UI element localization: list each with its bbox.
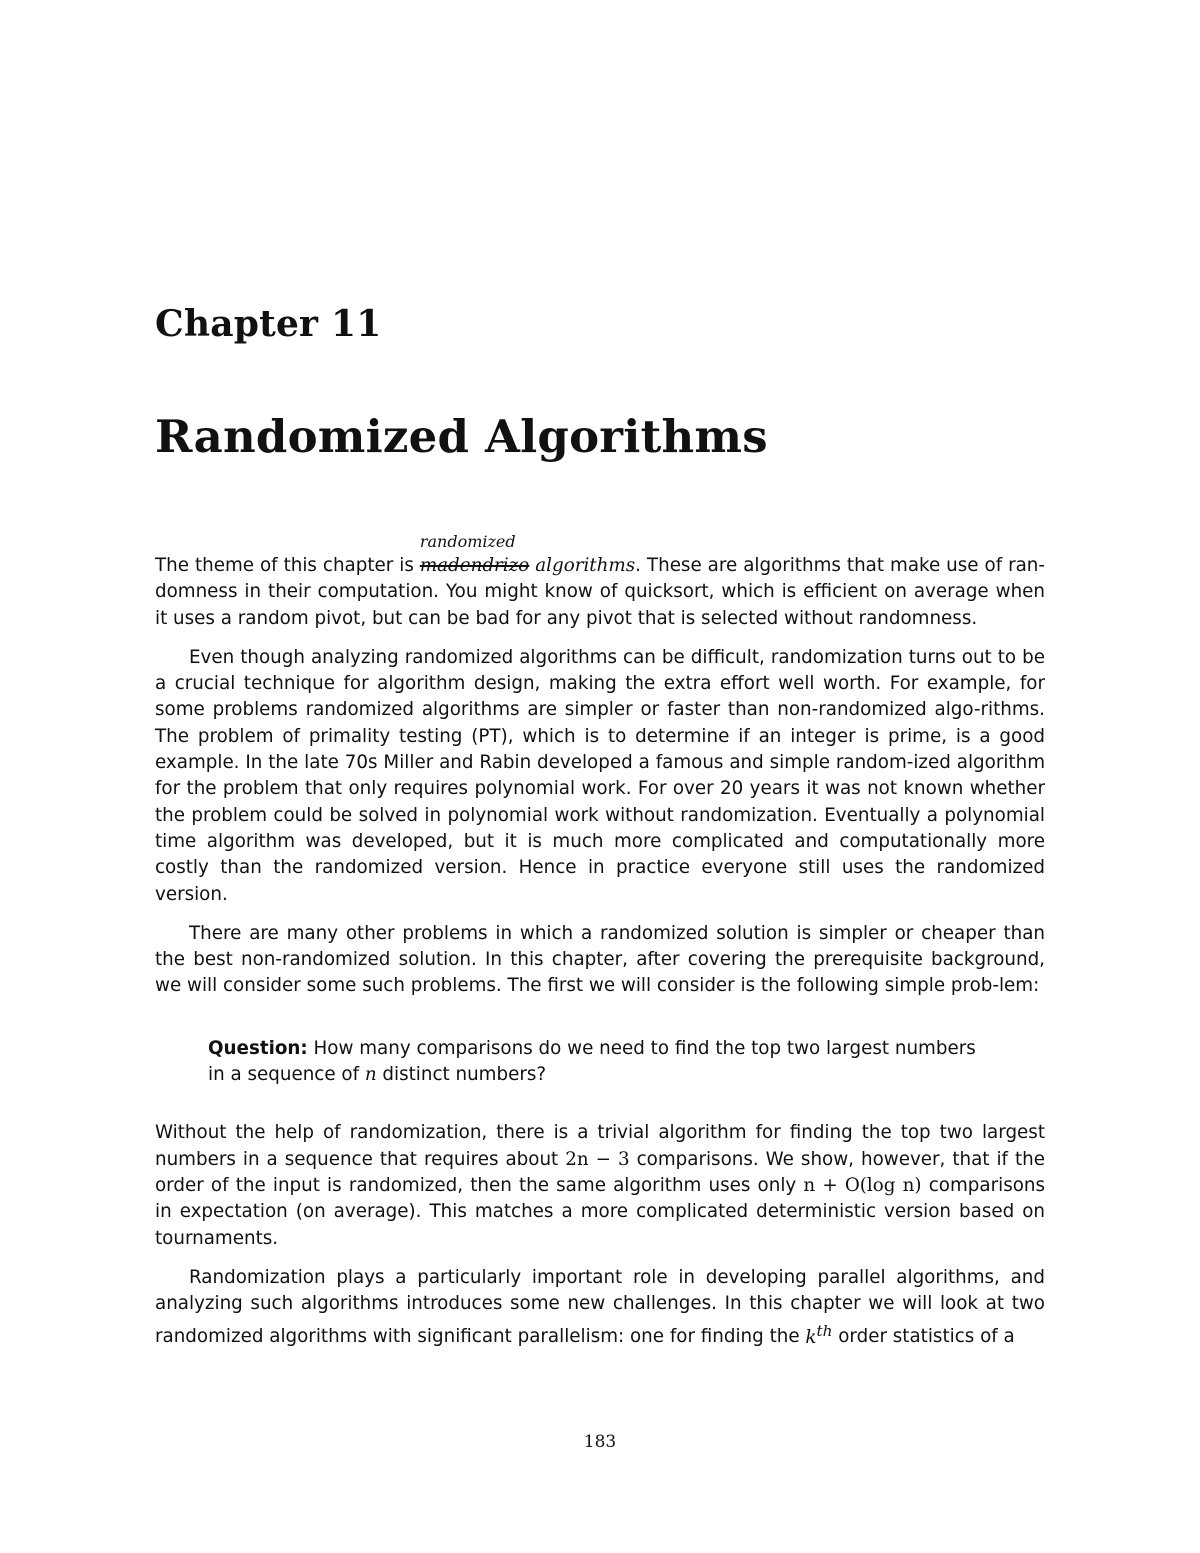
page-number: 183 — [583, 1432, 617, 1452]
parallel-before: Randomization plays a particularly important role in developing parallel algorithms, and analyzing such algorithms introduces some new challenges. In this chapter we will look at two randomized algorithms with significant parallelism: one for finding the — [155, 1266, 1045, 1348]
top-two-part1: Without the help of randomization, there is a trivial algorithm for finding the top two largest numbers in a sequence that requires about — [155, 1122, 1045, 1170]
chapter-label: Chapter 11 — [155, 303, 382, 345]
chapter-title: Randomized Algorithms — [155, 410, 768, 463]
math-k: k — [805, 1326, 817, 1348]
question-label: Question: — [208, 1037, 308, 1059]
top-two-part3: comparisons in expectation (on average). This matches a more complicated deterministic version based on tournaments. — [155, 1174, 1046, 1249]
correction-word: randomized — [419, 532, 516, 551]
top-two-part2: comparisons. We show, however, that if the order of the input is randomized, then the same algorithm uses only — [155, 1148, 1045, 1196]
math-2n-minus-3: 2n − 3 — [565, 1148, 630, 1170]
intro-after: . These are algorithms that make use of ran-domness in their computation. You might know of quicksort, which is efficient on average when it uses a random pivot, but can be bad for any pivot that is selected without randomness. — [155, 555, 1045, 629]
question-line2-before: in a sequence of — [208, 1064, 365, 1086]
paragraph-top-two — [155, 1120, 1045, 1251]
question-line2-after: distinct numbers? — [376, 1064, 547, 1086]
question-var-n: n — [364, 1064, 377, 1086]
chapter-body — [155, 532, 1046, 1351]
document-page — [155, 0, 1045, 1553]
paragraph-primality: Even though analyzing randomized algorithms can be difficult, randomization turns out to be a crucial technique for algorithm design, making the extra effort well worth. For example, for some problems randomized algorithms are simpler or faster than non-randomized algo-rithms. The problem of primality testing (PT), which is to determine if an integer is prime, is a good example. In the late 70s Miller and Rabin developed a famous and simple random-ized algorithm for the problem that only requires polynomial work. For over 20 years it was not known whether the problem could be solved in polynomial work without randomization. Eventually a polynomial time algorithm was developed, but it is much more complicated and computationally more costly than the randomized version. Hence in practice everyone still uses the randomized version. — [155, 646, 1045, 905]
math-n-plus-o-log-n: n + O(log n) — [803, 1174, 922, 1196]
parallel-after: order statistics of a — [832, 1326, 1015, 1348]
intro-paragraph — [155, 532, 1045, 632]
paragraph-parallel — [155, 1265, 1045, 1351]
question-block — [208, 1036, 1008, 1089]
math-th-superscript: th — [816, 1321, 833, 1340]
struck-word: madendrizo — [419, 555, 530, 576]
paragraph-other-problems: There are many other problems in which a randomized solution is simpler or cheaper than the best non-randomized solution. In this chapter, after covering the prerequisite background, we will consider some such problems. The first we will consider is the following simple prob-lem: — [155, 922, 1045, 997]
question-line1: How many comparisons do we need to find the top two largest numbers — [307, 1037, 976, 1059]
intro-emphasis: algorithms — [535, 555, 636, 576]
intro-before: The theme of this chapter is — [155, 555, 420, 576]
handwritten-correction — [419, 532, 530, 579]
